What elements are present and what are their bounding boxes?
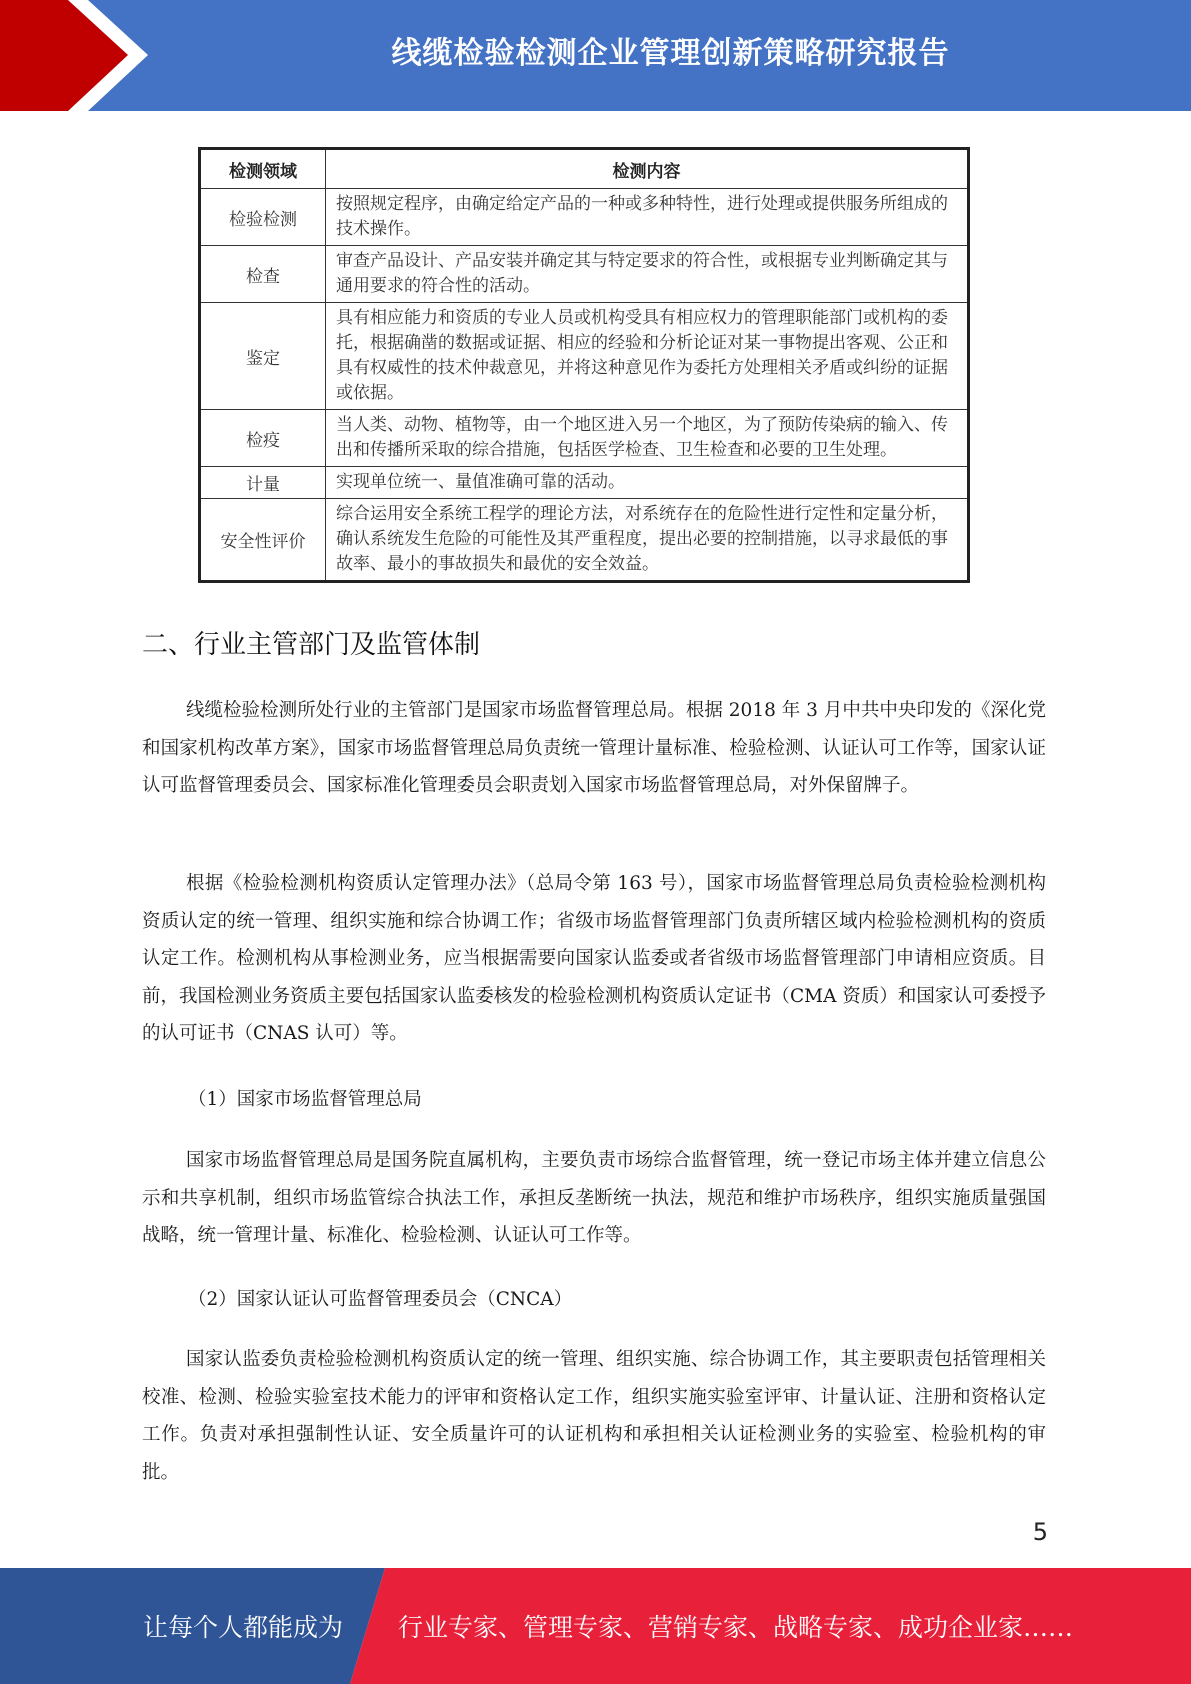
paragraph-4: 国家认监委负责检验检测机构资质认定的统一管理、组织实施、综合协调工作，其主要职责包括管理相关校准、检测、检验实验室技术能力的评审和资格认定工作，组织实施实验室评审、计量认证、注册和资格认定工作。负责对承担强制性认证、安全质量许可的认证机构和承担相关认证检测业务的实验室、检验机构的审批。 xyxy=(142,1349,1046,1483)
section-heading: 二、行业主管部门及监管体制 xyxy=(142,630,481,660)
row-content: 具有相应能力和资质的专业人员或机构受具有相应权力的管理职能部门或机构的委托，根据确凿的数据或证据、相应的经验和分析论证对某一事物提出客观、公正和具有权威性的技术仲裁意见，并将这种意见作为委托方处理相关矛盾或纠纷的证据或依据。 xyxy=(326,303,969,410)
row-content: 实现单位统一、量值准确可靠的活动。 xyxy=(326,467,969,499)
footer-slogan-left: 让每个人都能成为 xyxy=(143,1613,344,1642)
column-header-field: 检测领域 xyxy=(200,149,326,189)
table-header-row xyxy=(200,149,969,189)
row-content: 按照规定程序，由确定给定产品的一种或多种特性，进行处理或提供服务所组成的技术操作。 xyxy=(326,189,969,246)
row-content: 当人类、动物、植物等，由一个地区进入另一个地区，为了预防传染病的输入、传出和传播所采取的综合措施，包括医学检查、卫生检查和必要的卫生处理。 xyxy=(326,410,969,467)
row-field: 检疫 xyxy=(200,410,326,467)
footer-slogan-right: 行业专家、管理专家、营销专家、战略专家、成功企业家…… xyxy=(398,1613,1074,1642)
column-header-content: 检测内容 xyxy=(326,149,969,189)
paragraph-1: 线缆检验检测所处行业的主管部门是国家市场监督管理总局。根据 2018 年 3 月中共中央印发的《深化党和国家机构改革方案》，国家市场监督管理总局负责统一管理计量标准、检验检测、认证认可工作等，国家认证认可监督管理委员会、国家标准化管理委员会职责划入国家市场监督管理总局，对外保留牌子。 xyxy=(142,700,1046,796)
header-title: 线缆检验检测企业管理创新策略研究报告 xyxy=(391,36,950,71)
table-row xyxy=(200,410,969,467)
row-field: 检验检测 xyxy=(200,189,326,246)
subheading-cnca: （2）国家认证认可监督管理委员会（CNCA） xyxy=(188,1289,573,1310)
inspection-field-table xyxy=(198,147,970,583)
table-row xyxy=(200,467,969,499)
header-arrow-decoration xyxy=(0,0,160,111)
table-row xyxy=(200,246,969,303)
row-field: 鉴定 xyxy=(200,303,326,410)
table-row xyxy=(200,499,969,582)
row-field: 安全性评价 xyxy=(200,499,326,582)
row-field: 检查 xyxy=(200,246,326,303)
row-content: 综合运用安全系统工程学的理论方法，对系统存在的危险性进行定性和定量分析，确认系统发生危险的可能性及其严重程度，提出必要的控制措施，以寻求最低的事故率、最小的事故损失和最优的安全效益。 xyxy=(326,499,969,582)
row-content: 审查产品设计、产品安装并确定其与特定要求的符合性，或根据专业判断确定其与通用要求的符合性的活动。 xyxy=(326,246,969,303)
page-number: 5 xyxy=(1032,1518,1048,1546)
table-row xyxy=(200,189,969,246)
paragraph-2: 根据《检验检测机构资质认定管理办法》（总局令第 163 号），国家市场监督管理总局负责检验检测机构资质认定的统一管理、组织实施和综合协调工作；省级市场监督管理部门负责所辖区域内检验检测机构的资质认定工作。检测机构从事检测业务，应当根据需要向国家认监委或者省级市场监督管理部门申请相应资质。目前，我国检测业务资质主要包括国家认监委核发的检验检测机构资质认定证书（CMA 资质）和国家认可委授予的认可证书（CNAS 认可）等。 xyxy=(142,873,1046,1044)
row-field: 计量 xyxy=(200,467,326,499)
page-header xyxy=(0,0,1191,111)
subheading-samr: （1）国家市场监督管理总局 xyxy=(188,1089,422,1110)
paragraph-3: 国家市场监督管理总局是国务院直属机构，主要负责市场综合监督管理，统一登记市场主体并建立信息公示和共享机制，组织市场监管综合执法工作，承担反垄断统一执法，规范和维护市场秩序，组织实施质量强国战略，统一管理计量、标准化、检验检测、认证认可工作等。 xyxy=(142,1150,1046,1246)
page-footer xyxy=(0,1568,1191,1684)
table-row xyxy=(200,303,969,410)
